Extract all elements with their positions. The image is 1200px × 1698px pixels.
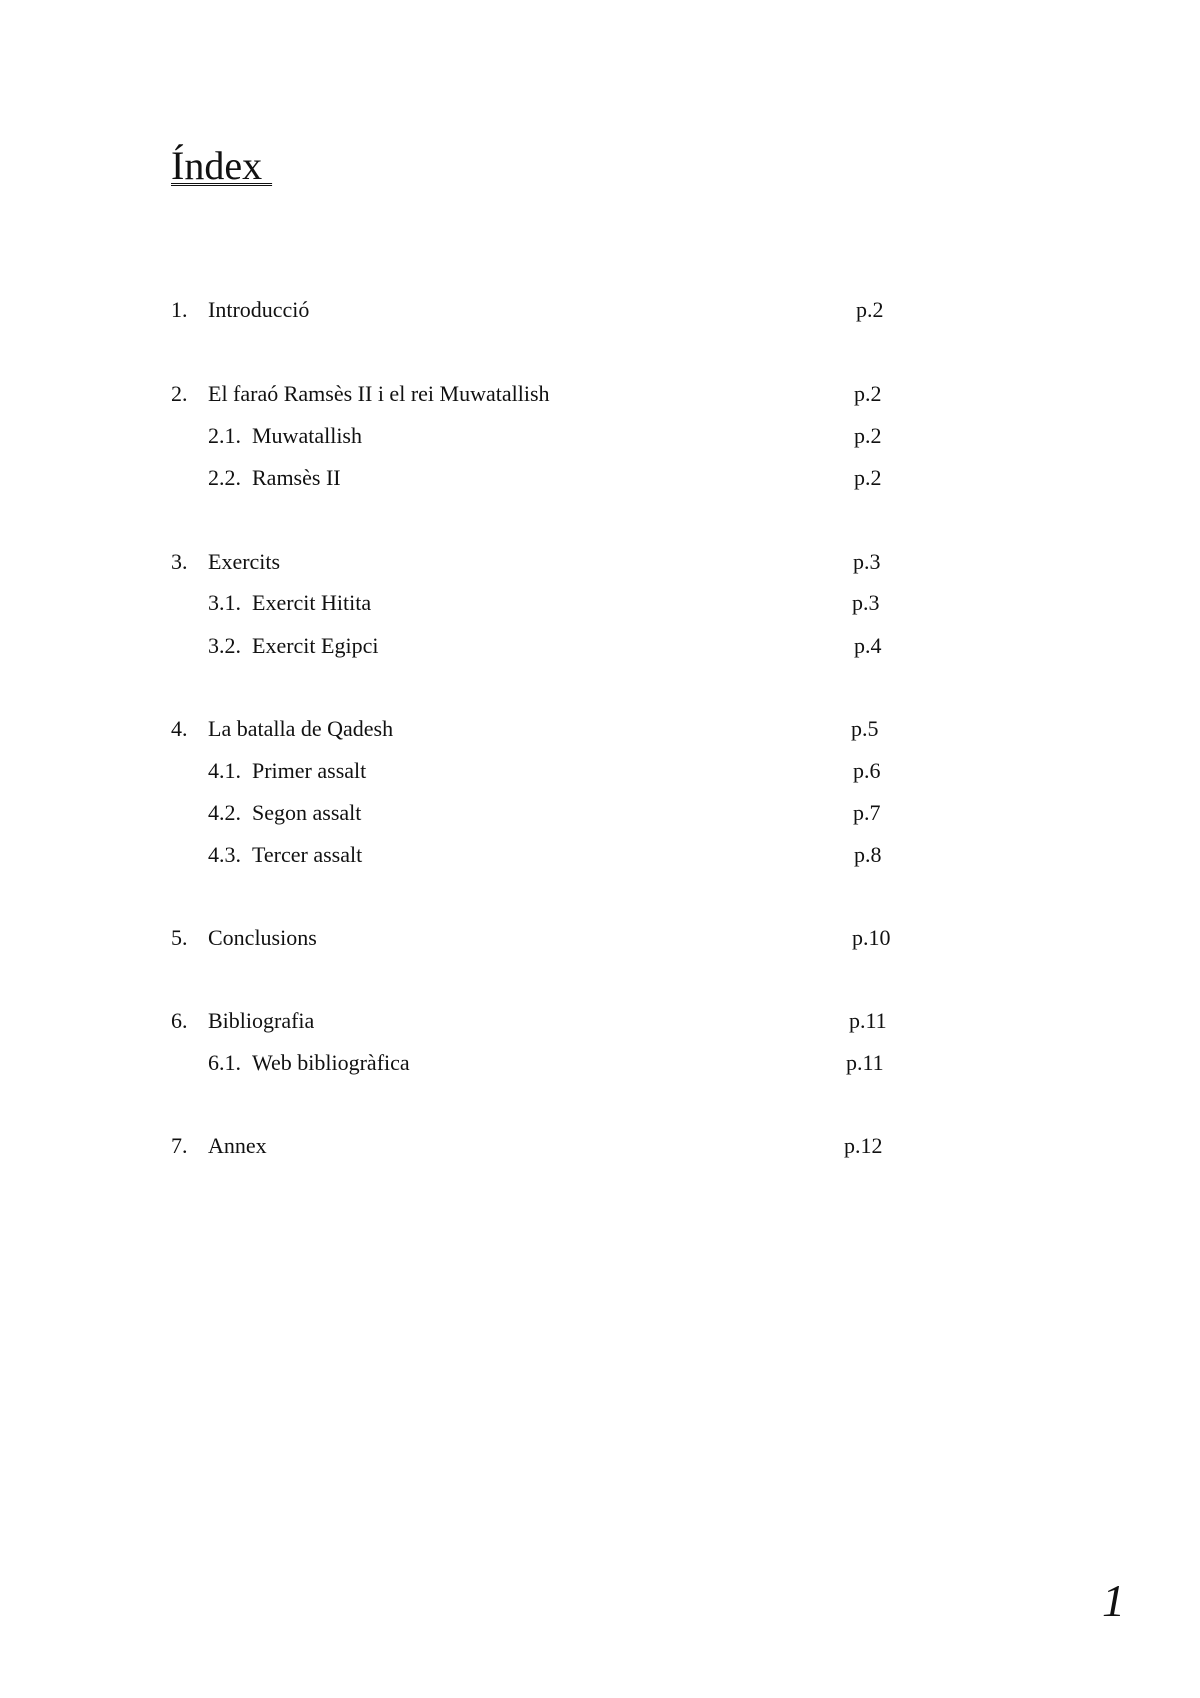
entry-page: p.8 [854,842,882,867]
entry-number: 3. [171,549,188,574]
toc-entry-1 [171,295,911,325]
entry-page: p.10 [852,925,891,950]
entry-page: p.2 [854,423,882,448]
entry-label: Conclusions [208,925,317,950]
entry-number: 2.2. [208,465,241,490]
entry-number: 2. [171,381,188,406]
entry-number: 7. [171,1133,188,1158]
entry-label: Ramsès II [252,465,341,490]
toc-entry-3 [171,547,911,577]
toc-entry-2-1 [171,421,911,451]
toc-entry-4 [171,714,911,744]
entry-label: Segon assalt [252,800,362,825]
entry-label: Primer assalt [252,758,367,783]
entry-page: p.11 [846,1050,884,1075]
toc-entry-4-2 [171,798,911,828]
entry-label: Bibliografia [208,1008,315,1033]
entry-number: 1. [171,297,188,322]
entry-page: p.6 [853,758,881,783]
entry-number: 4.1. [208,758,241,783]
entry-number: 4.2. [208,800,241,825]
entry-label: Tercer assalt [252,842,363,867]
entry-label: La batalla de Qadesh [208,716,394,741]
toc-entry-3-1 [171,588,911,618]
entry-label: Muwatallish [252,423,362,448]
entry-label: Exercit Hitita [252,590,372,615]
entry-label: Web bibliogràfica [252,1050,410,1075]
entry-number: 6.1. [208,1050,241,1075]
entry-page: p.7 [853,800,881,825]
toc-entry-7 [171,1131,911,1161]
entry-label: Introducció [208,297,310,322]
toc-entry-2 [171,379,911,409]
entry-page: p.11 [849,1008,887,1033]
toc-entry-4-3 [171,840,911,870]
toc-entry-2-2 [171,463,911,493]
entry-number: 6. [171,1008,188,1033]
page-title: Índex [171,143,273,188]
toc-entry-5 [171,923,911,953]
entry-page: p.2 [856,297,884,322]
toc-entry-6-1 [171,1048,911,1078]
toc-entry-3-2 [171,631,911,661]
entry-number: 2.1. [208,423,241,448]
toc-entry-4-1 [171,756,911,786]
entry-number: 4.3. [208,842,241,867]
entry-page: p.5 [851,716,879,741]
page-number: 1 [1102,1575,1125,1626]
entry-label: Exercits [208,549,281,574]
entry-page: p.3 [852,590,880,615]
toc-entry-6 [171,1006,911,1036]
entry-number: 3.2. [208,633,241,658]
entry-page: p.2 [854,381,882,406]
entry-number: 5. [171,925,188,950]
entry-page: p.3 [853,549,881,574]
entry-label: Annex [208,1133,267,1158]
entry-page: p.4 [854,633,882,658]
entry-number: 4. [171,716,188,741]
entry-label: Exercit Egipci [252,633,379,658]
entry-number: 3.1. [208,590,241,615]
entry-page: p.2 [854,465,882,490]
entry-page: p.12 [844,1133,883,1158]
entry-label: El faraó Ramsès II i el rei Muwatallish [208,381,550,406]
